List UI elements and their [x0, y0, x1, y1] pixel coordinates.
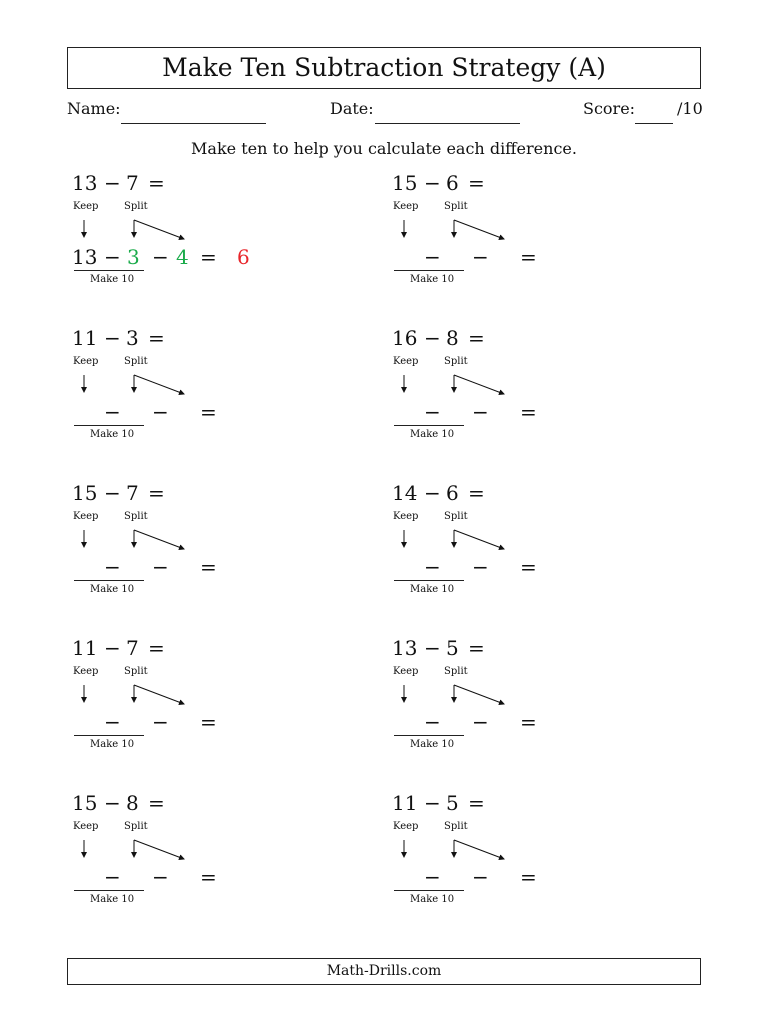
arrows-icon — [72, 481, 202, 556]
make10-label: Make 10 — [410, 894, 455, 905]
minus-sign: − — [152, 400, 169, 424]
keep-label: Keep — [393, 201, 419, 212]
equals-sign: = — [520, 865, 537, 889]
minus-sign: − — [472, 245, 489, 269]
split-label: Split — [124, 821, 148, 832]
problem — [392, 171, 712, 301]
problem — [392, 326, 712, 456]
minus-sign: − — [424, 171, 441, 195]
keep-label: Keep — [393, 821, 419, 832]
minus-sign: − — [424, 865, 441, 889]
arrows-icon — [72, 171, 202, 246]
problem — [72, 171, 392, 301]
arrows-icon — [392, 636, 522, 711]
equals-sign: = — [200, 865, 217, 889]
equals-sign: = — [148, 791, 165, 815]
subtrahend: 5 — [446, 791, 459, 815]
minus-sign: − — [424, 791, 441, 815]
split-label: Split — [444, 666, 468, 677]
subtrahend: 6 — [446, 481, 459, 505]
equals-sign: = — [148, 326, 165, 350]
minus-sign: − — [104, 245, 121, 269]
subtrahend: 3 — [126, 326, 139, 350]
split-label: Split — [124, 666, 148, 677]
equals-sign: = — [468, 791, 485, 815]
minus-sign: − — [104, 481, 121, 505]
make10-label: Make 10 — [410, 429, 455, 440]
split-label: Split — [444, 511, 468, 522]
minus-sign: − — [424, 481, 441, 505]
split-label: Split — [444, 201, 468, 212]
minus-sign: − — [472, 865, 489, 889]
make10-underline — [394, 425, 464, 426]
minus-sign: − — [152, 865, 169, 889]
split-part-1[interactable]: 3 — [127, 245, 140, 269]
keep-label: Keep — [73, 821, 99, 832]
make10-label: Make 10 — [90, 739, 135, 750]
minus-sign: − — [472, 710, 489, 734]
score-label: Score: — [583, 99, 636, 118]
name-label: Name: — [67, 99, 121, 118]
arrows-icon — [72, 791, 202, 866]
make10-label: Make 10 — [90, 429, 135, 440]
minuend: 15 — [392, 171, 418, 195]
equals-sign: = — [468, 481, 485, 505]
minus-sign: − — [152, 710, 169, 734]
make10-label: Make 10 — [90, 894, 135, 905]
minus-sign: − — [472, 400, 489, 424]
minuend: 13 — [72, 171, 98, 195]
make10-underline — [394, 580, 464, 581]
problem — [392, 636, 712, 766]
minus-sign: − — [104, 400, 121, 424]
make10-underline — [74, 580, 144, 581]
minus-sign: − — [104, 636, 121, 660]
make10-label: Make 10 — [410, 584, 455, 595]
keep-label: Keep — [393, 511, 419, 522]
minus-sign: − — [104, 326, 121, 350]
equals-sign: = — [148, 481, 165, 505]
minus-sign: − — [104, 555, 121, 579]
make10-underline — [394, 270, 464, 271]
subtrahend: 6 — [446, 171, 459, 195]
arrows-icon — [392, 171, 522, 246]
keep-label: Keep — [393, 356, 419, 367]
problem — [392, 481, 712, 611]
equals-sign: = — [520, 400, 537, 424]
answer[interactable]: 6 — [237, 245, 250, 269]
make10-label: Make 10 — [90, 584, 135, 595]
make10-underline — [74, 270, 144, 271]
score-total: /10 — [677, 99, 703, 118]
minus-sign: − — [104, 791, 121, 815]
subtrahend: 7 — [126, 481, 139, 505]
split-label: Split — [124, 356, 148, 367]
problem — [72, 791, 392, 921]
minuend: 13 — [392, 636, 418, 660]
minus-sign: − — [472, 555, 489, 579]
make10-underline — [74, 890, 144, 891]
problem — [72, 636, 392, 766]
minus-sign: − — [424, 326, 441, 350]
equals-sign: = — [200, 245, 217, 269]
equals-sign: = — [148, 636, 165, 660]
minus-sign: − — [424, 400, 441, 424]
arrows-icon — [72, 326, 202, 401]
minus-sign: − — [152, 555, 169, 579]
arrows-icon — [392, 481, 522, 556]
arrows-icon — [392, 791, 522, 866]
date-label: Date: — [330, 99, 374, 118]
minus-sign: − — [104, 710, 121, 734]
minuend: 14 — [392, 481, 418, 505]
make10-label: Make 10 — [410, 739, 455, 750]
date-field[interactable] — [375, 123, 520, 124]
equals-sign: = — [468, 636, 485, 660]
split-label: Split — [124, 201, 148, 212]
equals-sign: = — [468, 171, 485, 195]
subtrahend: 7 — [126, 171, 139, 195]
make10-label: Make 10 — [410, 274, 455, 285]
keep-label: Keep — [73, 666, 99, 677]
keep-label: Keep — [73, 511, 99, 522]
make10-underline — [394, 735, 464, 736]
keep-label: Keep — [73, 356, 99, 367]
minuend: 11 — [72, 326, 98, 350]
split-label: Split — [444, 356, 468, 367]
name-field[interactable] — [121, 123, 266, 124]
minus-sign: − — [424, 636, 441, 660]
minuend: 15 — [72, 481, 98, 505]
minuend: 15 — [72, 791, 98, 815]
minus-sign: − — [424, 710, 441, 734]
equals-sign: = — [520, 555, 537, 579]
problem — [392, 791, 712, 921]
instructions: Make ten to help you calculate each difference. — [191, 139, 577, 158]
minus-sign: − — [424, 245, 441, 269]
problem — [72, 481, 392, 611]
equals-sign: = — [520, 710, 537, 734]
minuend: 11 — [392, 791, 418, 815]
minus-sign: − — [152, 245, 169, 269]
keep-label: Keep — [73, 201, 99, 212]
subtrahend: 5 — [446, 636, 459, 660]
footer-credit: Math-Drills.com — [67, 958, 701, 985]
arrows-icon — [72, 636, 202, 711]
split-label: Split — [444, 821, 468, 832]
make10-underline — [74, 425, 144, 426]
equals-sign: = — [520, 245, 537, 269]
minuend: 11 — [72, 636, 98, 660]
split-part-2[interactable]: 4 — [176, 245, 189, 269]
subtrahend: 8 — [126, 791, 139, 815]
worksheet-title: Make Ten Subtraction Strategy (A) — [67, 47, 701, 89]
equals-sign: = — [468, 326, 485, 350]
equals-sign: = — [200, 555, 217, 579]
make10-underline — [74, 735, 144, 736]
minus-sign: − — [104, 171, 121, 195]
minus-sign: − — [104, 865, 121, 889]
equals-sign: = — [200, 400, 217, 424]
keep-value[interactable]: 13 — [72, 245, 98, 269]
make10-label: Make 10 — [90, 274, 135, 285]
problem — [72, 326, 392, 456]
score-field[interactable] — [635, 123, 673, 124]
make10-underline — [394, 890, 464, 891]
equals-sign: = — [200, 710, 217, 734]
minus-sign: − — [424, 555, 441, 579]
keep-label: Keep — [393, 666, 419, 677]
split-label: Split — [124, 511, 148, 522]
equals-sign: = — [148, 171, 165, 195]
subtrahend: 8 — [446, 326, 459, 350]
subtrahend: 7 — [126, 636, 139, 660]
arrows-icon — [392, 326, 522, 401]
minuend: 16 — [392, 326, 418, 350]
